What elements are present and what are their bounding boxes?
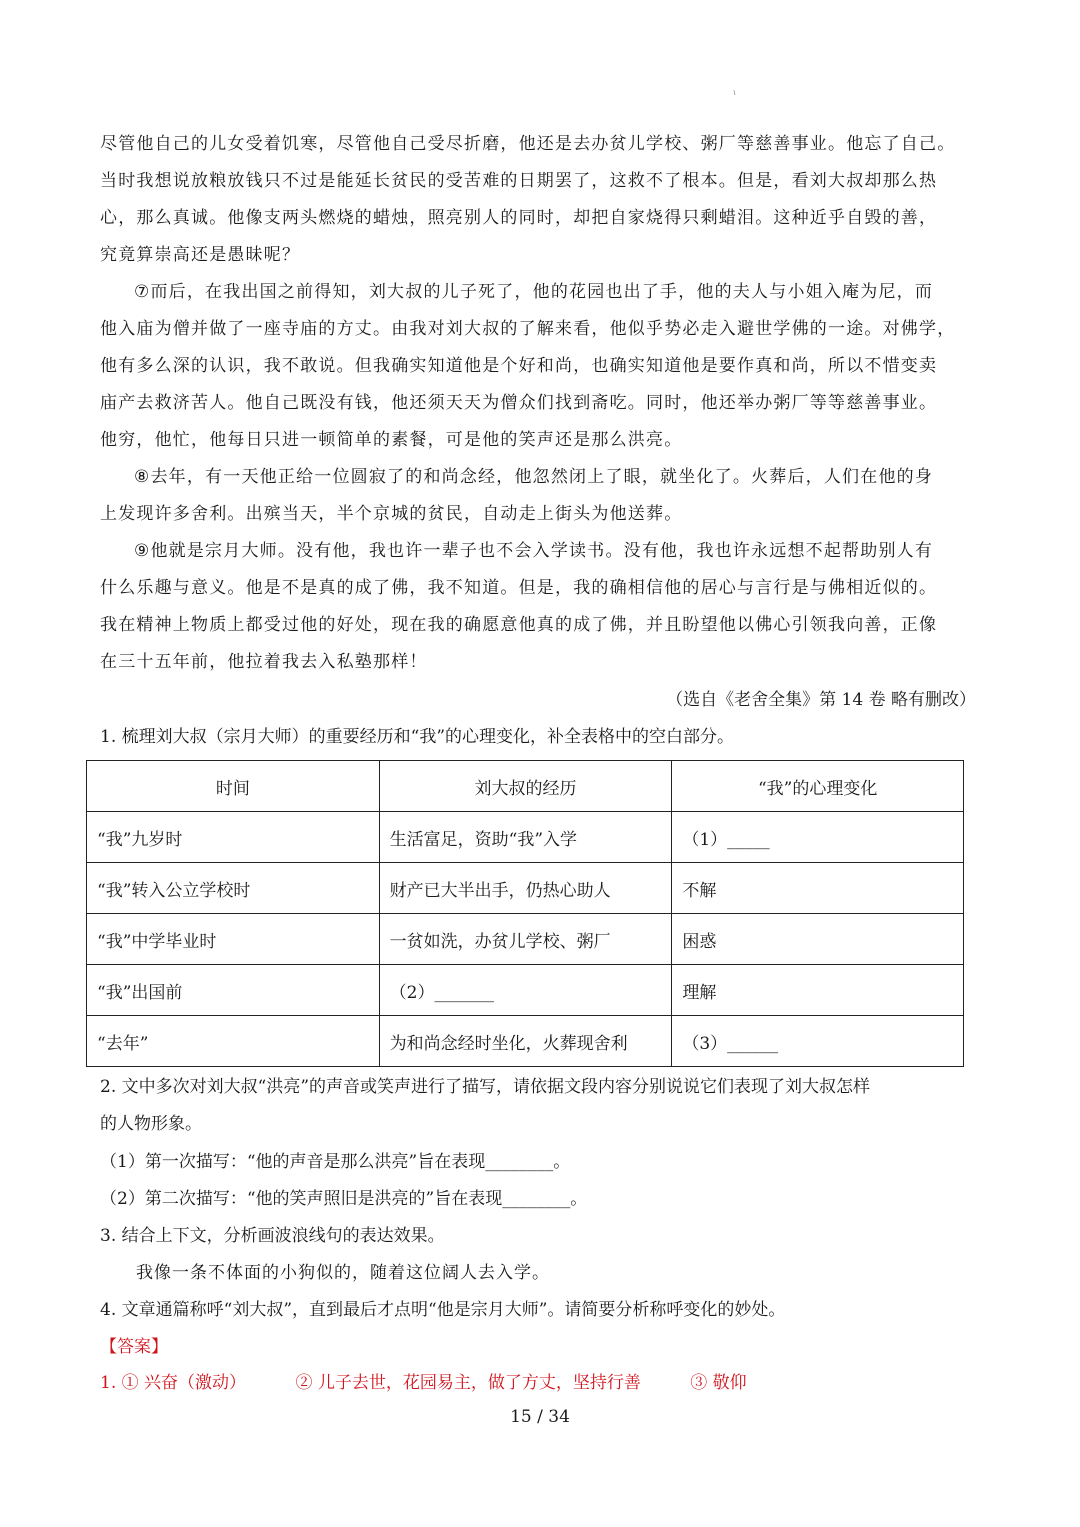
passage-line: 在三十五年前，他拉着我去入私塾那样！ xyxy=(100,652,428,672)
table-header-cell: “我”的心理变化 xyxy=(672,761,964,812)
table-cell: 生活富足，资助“我”入学 xyxy=(379,812,672,863)
passage-line: ⑦而后，在我出国之前得知，刘大叔的儿子死了，他的花园也出了手，他的夫人与小姐入庵为尼，而 xyxy=(134,282,934,302)
passage-line: ⑧去年，有一天他正给一位圆寂了的和尚念经，他忽然闭上了眼，就坐化了。火葬后，人们在他的身 xyxy=(134,467,934,487)
passage-line: 尽管他自己的儿女受着饥寒，尽管他自己受尽折磨，他还是去办贫儿学校、粥厂等慈善事业。他忘了自己。 xyxy=(100,134,956,154)
table-row xyxy=(87,965,964,1016)
passage-line: 他穷，他忙，他每日只进一顿简单的素餐，可是他的笑声还是那么洪亮。 xyxy=(100,430,683,450)
answer-item: ② 儿子去世，花园易主，做了方丈，坚持行善 xyxy=(295,1373,641,1393)
passage-line: 他入庙为僧并做了一座寺庙的方丈。由我对刘大叔的了解来看，他似乎势必走入避世学佛的一途。对佛学， xyxy=(100,319,956,339)
answer-item: 1. ① 兴奋（激动） xyxy=(100,1373,247,1393)
passage-line: 什么乐趣与意义。他是不是真的成了佛，我不知道。但是，我的确相信他的居心与言行是与佛相近似的。 xyxy=(100,578,938,598)
source-citation: （选自《老舍全集》第 14 卷 略有删改） xyxy=(666,690,976,710)
table-cell: （3）______ xyxy=(672,1016,964,1067)
table-cell: 困惑 xyxy=(672,914,964,965)
answer-item: ③ 敬仰 xyxy=(690,1373,747,1393)
passage-line: 上发现许多舍利。出殡当天，半个京城的贫民，自动走上街头为他送葬。 xyxy=(100,504,683,524)
question-2-sub-2: （2）第二次描写：“他的笑声照旧是洪亮的”旨在表现________。 xyxy=(100,1189,588,1209)
table-row xyxy=(87,1016,964,1067)
passage-line: ⑨他就是宗月大师。没有他，我也许一辈子也不会入学读书。没有他，我也许永远想不起帮助别人有 xyxy=(134,541,934,561)
table-cell: “我”中学毕业时 xyxy=(87,914,380,965)
passage-line: 庙产去救济苦人。他自己既没有钱，他还须天天为僧众们找到斋吃。同时，他还举办粥厂等等慈善事业。 xyxy=(100,393,938,413)
table-cell: （2）_______ xyxy=(379,965,672,1016)
table-header-cell: 时间 xyxy=(87,761,380,812)
table-cell: 理解 xyxy=(672,965,964,1016)
question-3: 3. 结合上下文，分析画波浪线句的表达效果。 xyxy=(100,1226,445,1246)
table-cell: 财产已大半出手，仍热心助人 xyxy=(379,863,672,914)
summary-table xyxy=(86,760,964,1067)
table-row xyxy=(87,914,964,965)
table-row xyxy=(87,863,964,914)
table-cell: “我”出国前 xyxy=(87,965,380,1016)
passage-line: 究竟算崇高还是愚昧呢？ xyxy=(100,245,301,265)
page-number: 15 / 34 xyxy=(510,1407,570,1427)
question-1: 1. 梳理刘大叔（宗月大师）的重要经历和“我”的心理变化，补全表格中的空白部分。 xyxy=(100,727,735,747)
passage xyxy=(100,126,1000,681)
table-row xyxy=(87,812,964,863)
table-header-row xyxy=(87,761,964,812)
table-cell: “我”九岁时 xyxy=(87,812,380,863)
top-mark: ι xyxy=(733,88,737,97)
question-2-cont: 的人物形象。 xyxy=(100,1114,202,1134)
table-cell: “我”转入公立学校时 xyxy=(87,863,380,914)
passage-line: 我在精神上物质上都受过他的好处，现在我的确愿意他真的成了佛，并且盼望他以佛心引领我向善，正像 xyxy=(100,615,938,635)
table-cell: 不解 xyxy=(672,863,964,914)
question-2-sub-1: （1）第一次描写：“他的声音是那么洪亮”旨在表现________。 xyxy=(100,1152,571,1172)
passage-line: 心，那么真诚。他像支两头燃烧的蜡烛，照亮别人的同时，却把自家烧得只剩蜡泪。这种近乎自毁的善， xyxy=(100,208,938,228)
question-4: 4. 文章通篇称呼“刘大叔”，直到最后才点明“他是宗月大师”。请简要分析称呼变化的妙处。 xyxy=(100,1300,786,1320)
table-cell: 为和尚念经时坐化，火葬现舍利 xyxy=(379,1016,672,1067)
table-header-cell: 刘大叔的经历 xyxy=(379,761,672,812)
passage-line: 当时我想说放粮放钱只不过是能延长贫民的受苦难的日期罢了，这救不了根本。但是，看刘大叔却那么热 xyxy=(100,171,938,191)
table-cell: “去年” xyxy=(87,1016,380,1067)
question-3-sentence: 我像一条不体面的小狗似的，随着这位阔人去入学。 xyxy=(136,1263,550,1283)
passage-line: 他有多么深的认识，我不敢说。但我确实知道他是个好和尚，也确实知道他是要作真和尚，所以不惜变卖 xyxy=(100,356,938,376)
answer-label: 【答案】 xyxy=(100,1337,168,1357)
question-2: 2. 文中多次对刘大叔“洪亮”的声音或笑声进行了描写，请依据文段内容分别说说它们表现了刘大叔怎样 xyxy=(100,1077,871,1097)
answer-line xyxy=(100,1368,791,1398)
table-cell: 一贫如洗，办贫儿学校、粥厂 xyxy=(379,914,672,965)
table-cell: （1）_____ xyxy=(672,812,964,863)
